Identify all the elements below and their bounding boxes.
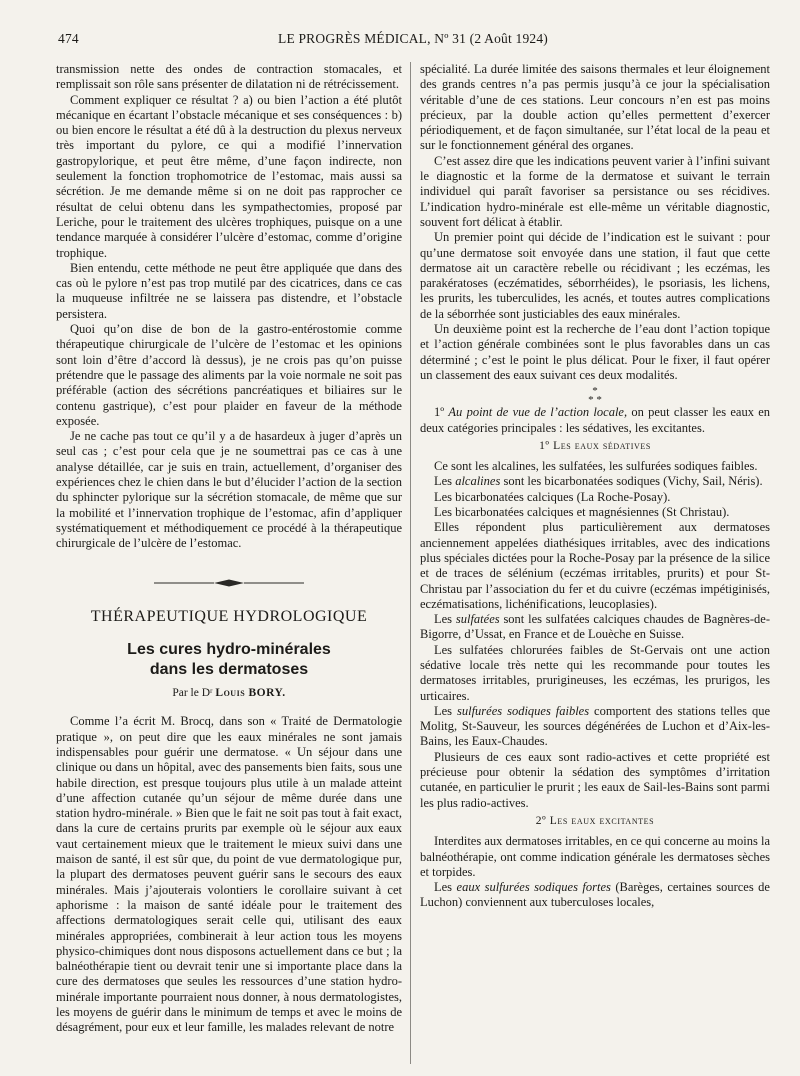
article-title-line: Les cures hydro-minérales xyxy=(127,641,331,659)
paragraph: Comme l’a écrit M. Brocq, dans son « Traité de Dermatologie pratique », on peut dire que les eaux minérales ne sont jamais indispensables pour guérir une dermatose. « Un séjour dans une clinique ou dans un hôpital, avec des pansements bien faits, sous une habile direction, est presque toujours plus utile à un malade atteint d’une affection cutanée qu’un séjour de même durée dans une station hydro-minérale. » Bien que le fait ne soit pas tout à fait exact, dans la cure de certains prurits par exemple où le séjour aux eaux vaut certainement mieux que le traitement le mieux suivi dans une maison de santé, il est sûr que, du point de vue dermatologique pur, la plupart des dermatoses peuvent guérir sans le secours des eaux minérales. Mais j’ajouterais volontiers le corollaire suivant à cet aphorisme : la maison de santé idéale pour le traitement des affections dermatologiques serait celle qui, utilisant des eaux minérales appropriées, combinerait à leur action tous les moyens physico-chimiques dont nous disposons actuellement dans ce but ; la balnéothérapie tient ou devrait tenir une si importante place dans la cure des dermatoses que seules les ressources d’une station hydro-minérale importante pourraient nous donner, à nous dermatologistes, les moyens de guérir dans le minimum de temps et avec le moins de désagrément, pour eux et leur famille, les malades relevant de notre xyxy=(56,714,402,1035)
subsection-label: Les eaux excitantes xyxy=(549,814,655,827)
paragraph: Les sulfatées chlorurées faibles de St-Gervais ont une action sédative locale très nette qui les recommande pour toutes les dermatoses irritables, prurigineuses, les eczémas, les prurigos, les urticaires. xyxy=(420,642,770,703)
paragraph xyxy=(420,474,770,489)
byline xyxy=(56,686,402,701)
paragraph: Les bicarbonatées calciques (La Roche-Posay). xyxy=(434,489,671,504)
subsection-heading xyxy=(420,814,770,829)
paragraph-italic: sulfurées sodiques faibles xyxy=(457,703,590,718)
paragraph-italic: sulfatées xyxy=(455,612,500,627)
left-column xyxy=(56,62,402,1066)
asterism-bottom: * * xyxy=(588,394,602,407)
paragraph xyxy=(420,880,770,911)
paragraph: Je ne cache pas tout ce qu’il y a de hasardeux à juger d’après un seul cas ; c’est pour cela que je ne soumettrai pas ce cas à une analyse détaillée, car je suis en train, actuellement, d’organiser des expériences chez le chien dans le but d’élucider l’action de la section du sphincter pylorique sur la sécrétion stomacale, de même que sur la mobilité et l’innervation trophique de l’estomac, afin d’appliquer systématiquement et méthodiquement ce procédé à la thérapeutique chirurgicale de l’ulcère de l’estomac. xyxy=(56,429,402,551)
page-number: 474 xyxy=(58,31,79,46)
paragraph-italic: Au point de vue de l’action locale, xyxy=(448,405,628,420)
running-title: LE PROGRÈS MÉDICAL, Nº 31 (2 Août 1924) xyxy=(278,31,548,46)
article-title-line: dans les dermatoses xyxy=(149,661,309,679)
paragraph-italic: eaux sulfurées sodiques fortes xyxy=(456,880,611,895)
ornament-icon xyxy=(154,578,304,588)
byline-author: Louis BORY. xyxy=(215,687,286,700)
paragraph xyxy=(420,704,770,750)
page-header xyxy=(58,31,768,51)
paragraph-text: comportent des stations telles que Molitg, St-Sauveur, les sources dégénérées de Luchon et d’Aix-les-Bains, les Eaux-Chaudes. xyxy=(420,703,770,749)
subsection-heading xyxy=(420,439,770,454)
paragraph-text: Les xyxy=(434,612,456,627)
asterism-top: * xyxy=(592,385,598,398)
paragraph-number: 1º xyxy=(434,405,445,420)
paragraph: Bien entendu, cette méthode ne peut être appliquée que dans des cas où le pylore n’est pas trop mutilé par des cicatrices, dans ce cas la muqueuse infiltrée ne se laissera pas distendre, et l’obstacle persistera. xyxy=(56,260,402,321)
paragraph-italic: alcalines xyxy=(455,474,501,489)
subsection-number: 2º xyxy=(535,814,547,827)
paragraph: Ce sont les alcalines, les sulfatées, les sulfurées sodiques faibles. xyxy=(434,459,758,474)
paragraph-text: Les xyxy=(434,880,457,895)
paragraph-text: (Barèges, certaines sources de Luchon) conviennent aux tuberculoses locales, xyxy=(420,880,770,910)
article-title xyxy=(56,640,402,680)
subsection-number: 1º xyxy=(539,439,550,452)
paragraph-text: Les xyxy=(434,703,457,718)
paragraph: C’est assez dire que les indications peuvent varier à l’infini suivant le diagnostic et la forme de la dermatose et suivant le terrain individuel qui paraît favoriser sa persistance ou ses récidives. L’indication hydro-minérale est elle-même un véritable diagnostic, souvent fort délicat à établir. xyxy=(420,153,770,229)
paragraph xyxy=(420,405,770,436)
ornamental-rule xyxy=(56,576,402,591)
paragraph: Un premier point qui décide de l’indication est le suivant : pour qu’une dermatose soit envoyée dans une station, il faut que cette dermatose ait un caractère rebelle ou récidivant ; les eczémas, les parakératoses (eczématides, séborrhéides), le psoriasis, les lichens, les prurits, les tuberculides, les acnés, et toutes autres complications de la séborrhée sont justiciables des eaux minérales. xyxy=(420,230,770,321)
paragraph: Plusieurs de ces eaux sont radio-actives et cette propriété est précieuse pour obtenir la sédation des symptômes d’irritation cutanée, en particulier le prurit ; les eaux de Sail-les-Bains sont parmi les plus radio-actives. xyxy=(420,749,770,810)
paragraph-text: on peut classer les eaux en deux catégories principales : les sédatives, les excitantes. xyxy=(420,405,770,435)
paragraph: Un deuxième point est la recherche de l’eau dont l’action topique et l’action générale combinées sont le plus favorables dans un cas déterminé ; c’est le point le plus délicat. Pour le fixer, il faut opérer un classement des eaux suivant ces deux modalités. xyxy=(420,322,770,382)
paragraph xyxy=(420,612,770,643)
paragraph: Elles répondent plus particulièrement aux dermatoses anciennement appelées diathésiques irritables, avec des indications plus spéciales dictées pour la Roche-Posay par la présence de la silice et de traces de sélénium (eczémas irritables, prurits) et pour St-Christau par l’association du fer et du cuivre (eczémas impétiginisés, eczématisations, lichénifications, leucoplasies). xyxy=(420,520,770,611)
paragraph: Quoi qu’on dise de bon de la gastro-entérostomie comme thérapeutique chirurgicale de l’ulcère de l’estomac et les opinions sont loin d’être d’accord là dessus), je ne crois pas qu’on puisse prétendre que le passage des aliments par la voie normale ne soit pas préférable (action des sécrétions pancréatiques et biliaires sur le contenu gastrique), c’est pour plaider en faveur de la méthode exposée. xyxy=(56,322,402,428)
paragraph: transmission nette des ondes de contraction stomacales, et remplissait son rôle sans présenter de dilatation ni de rétrécissement. xyxy=(56,62,402,92)
paragraph-text: Les xyxy=(434,474,456,489)
paragraph: Comment expliquer ce résultat ? a) ou bien l’action a été plutôt mécanique en écartant l’obstacle mécanique et ses conséquences : b) ou bien encore le résultat a été dû à la destruction du plexus nerveux très important du pylore, ce qui a modifié l’innervation gastropylorique, et peut être même, d’une façon indirecte, non seulement la fonction trophomotrice de l’estomac, mais aussi sa sécrétion. Je me demande même si on ne doit pas rapprocher ce résultat de celui obtenu dans les sympathectomies, proposé par Leriche, pour le traitement des ulcères trophiques, puisque on a une tendance marquée à considérer l’ulcère d’estomac, comme d’origine trophique. xyxy=(56,92,402,260)
column-divider xyxy=(410,62,411,1064)
paragraph-text: sont les sulfatées calciques chaudes de Bagnères-de-Bigorre, d’Ussat, en France et de Louèche en Suisse. xyxy=(420,612,770,642)
byline-prefix: Par le Dʳ xyxy=(172,687,213,700)
subsection-label: Les eaux sédatives xyxy=(553,439,651,452)
asterism xyxy=(420,387,770,405)
paragraph: spécialité. La durée limitée des saisons thermales et leur éloignement des grands centres n’a pas permis jusqu’à ce jour la spécialisation véritable d’une de ces stations. Leur concours n’en est pas moins précieux, par la double action qu’elles permettent d’exercer périodiquement, et de façon simultanée, sur l’état local de la peau et sur le fonctionnement général des organes. xyxy=(420,62,770,153)
section-title: THÉRAPEUTIQUE HYDROLOGIQUE xyxy=(90,607,368,625)
paragraph-text: sont les bicarbonatées sodiques (Vichy, Sail, Néris). xyxy=(500,474,763,489)
paragraph: Les bicarbonatées calciques et magnésiennes (St Christau). xyxy=(434,505,730,520)
paragraph: Interdites aux dermatoses irritables, en ce qui concerne au moins la balnéothérapie, ont comme indication générale les dermatoses sèches et torpides. xyxy=(420,834,770,879)
right-column xyxy=(420,62,770,1066)
